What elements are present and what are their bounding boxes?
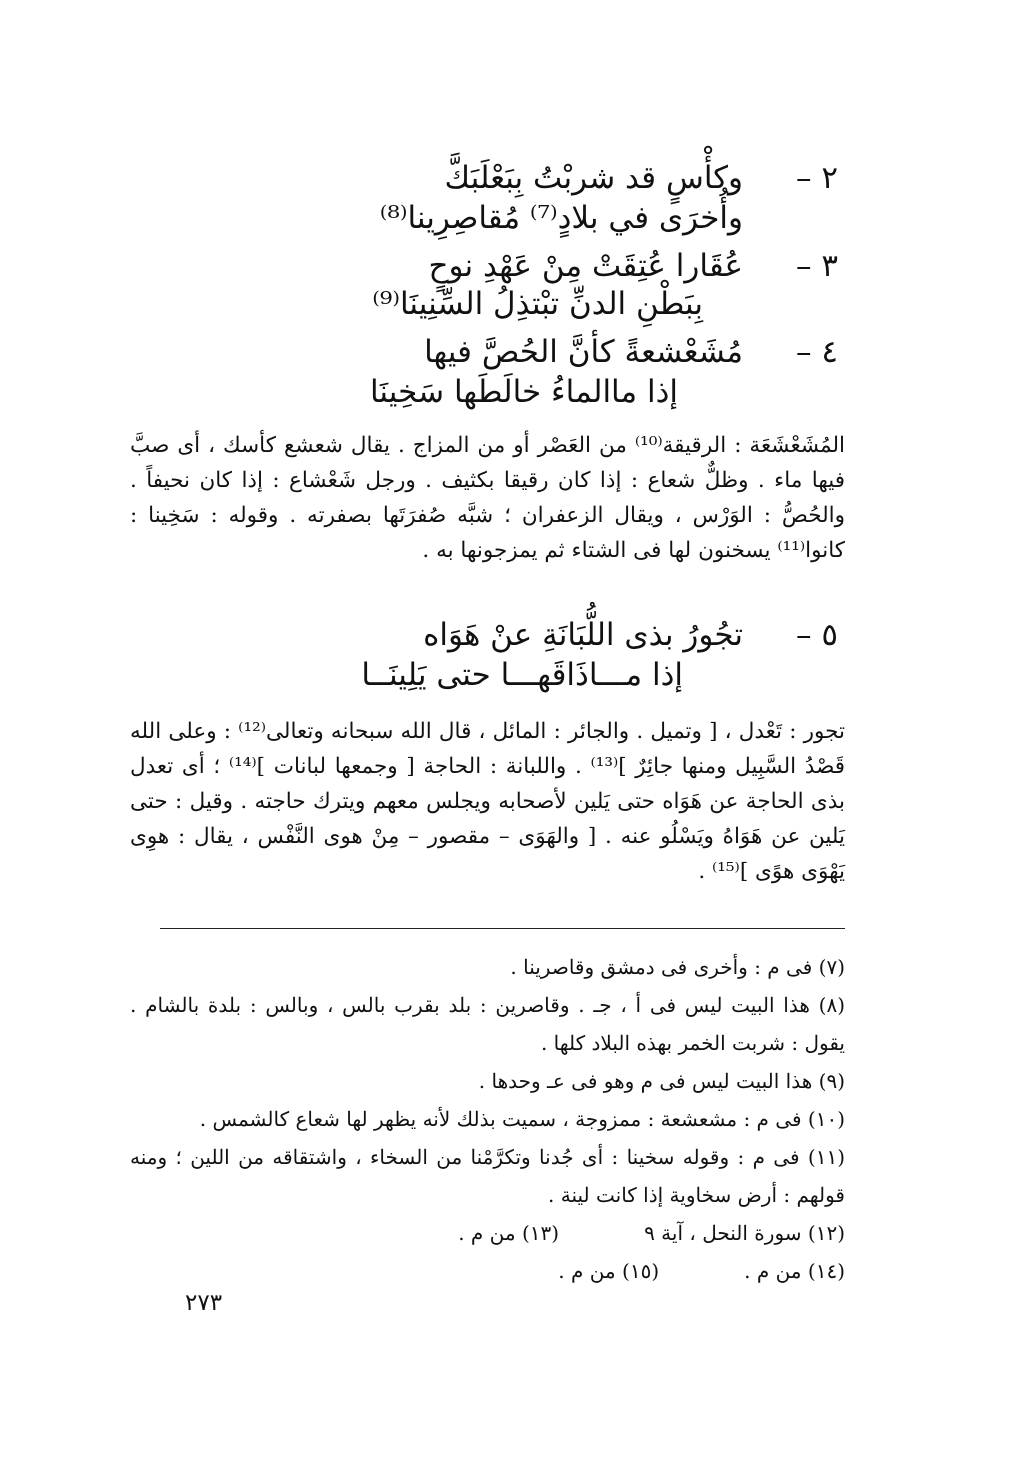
page-number: ٢٧٣: [185, 1290, 223, 1316]
commentary-paragraph-1: المُشَعْشَعَة : الرقيقة⁽¹⁰⁾ من العَصْر أو من المزاج . يقال شعشع كأسك ، أى صبَّ فيها ماء . وظلٌّ شعاع : إذا كان رقيقا بكثيف . ورجل شَعْشاع : إذا كان نحيفاً . والحُصُّ : الوَرْس ، ويقال الزعفران ؛ شبَّه صُفرَتَها بصفرته . وقوله : سَخِينا : كانوا⁽¹¹⁾ يسخنون لها فى الشتاء ثم يمزجونها به .: [130, 433, 845, 563]
footnote-text: من م .: [558, 1259, 616, 1283]
commentary-paragraph-2: تجور : تَعْدل ، [ وتميل . والجائر : المائل ، قال الله سبحانه وتعالى⁽¹²⁾ : وعلى الله قَصْدُ السَّبِيل ومنها جائِرٌ ]⁽¹³⁾ . واللبانة : الحاجة [ وجمعها لبانات ]⁽¹⁴⁾ ؛ أى تعدل بذى الحاجة عن هَوَاه حتى يَلين لأصحابه ويجلس معهم ويترك حاجته . وقيل : حتى يَلين عن هَوَاهُ ويَسْلُو عنه . [ والهَوَى – مقصور – مِنْ هوى النَّفْس ، يقال : هوِى يَهْوَى هوًى ]⁽¹⁵⁾ .: [130, 719, 845, 884]
verse-hemistich-1: عُقَارا عُتِقَتْ مِنْ عَهْدِ نوحٍ: [428, 248, 743, 284]
verse-number: ٣ –: [795, 248, 838, 284]
verse-hemistich-1: وكأْسٍ قد شربْتُ بِبَعْلَبَكَّ: [444, 160, 743, 196]
footnote: [130, 948, 845, 986]
footnote: [130, 1138, 845, 1214]
footnote-number: (١٣): [521, 1221, 560, 1245]
footnote-row: [130, 1252, 845, 1290]
footnote-number: (١٤): [807, 1259, 845, 1283]
verse-hemistich-1: مُشَعْشعةً كأنَّ الحُصَّ فيها: [424, 334, 743, 370]
verse-hemistich-2: وأُخرَى في بلادٍ⁽⁷⁾ مُقاصِرِينا⁽⁸⁾: [379, 200, 743, 236]
verse-number: ٥ –: [795, 617, 838, 653]
footnote-number: (١٢): [807, 1221, 845, 1245]
verse-number: ٤ –: [795, 334, 838, 370]
footnote-text: سورة النحل ، آية ٩: [644, 1221, 802, 1245]
footnote-number: (٩): [818, 1069, 845, 1093]
footnote-text: هذا البيت ليس فى أ ، جـ . وقاصرين : بلد بقرب بالس ، وبالس : بلدة بالشام . يقول : شربت الخمر بهذه البلاد كلها .: [130, 993, 845, 1055]
footnote-number: (١٠): [807, 1107, 845, 1131]
footnote-number: (١١): [807, 1145, 846, 1169]
footnote-text: فى م : وأخرى فى دمشق وقاصرينا .: [510, 955, 813, 979]
footnote-number: (٧): [818, 955, 845, 979]
footnote: [744, 1252, 845, 1290]
footnote-text: هذا البيت ليس فى م وهو فى عـ وحدها .: [478, 1069, 813, 1093]
footnote: [558, 1252, 659, 1290]
footnote: [130, 986, 845, 1062]
footnotes: [130, 948, 845, 1290]
footnote-text: فى م : وقوله سخينا : أى جُدنا وتكرَّمْنا من السخاء ، واشتقاقه من اللين ؛ ومنه قولهم : أرض سخاوية إذا كانت لينة .: [130, 1145, 845, 1207]
footnote: [130, 1100, 845, 1138]
footnote-number: (١٥): [622, 1259, 660, 1283]
footnote-number: (٨): [818, 993, 845, 1017]
footnote: [130, 1062, 845, 1100]
verse-number: ٢ –: [795, 160, 838, 196]
footnote: [458, 1214, 559, 1252]
footnote-text: فى م : مشعشعة : ممزوجة ، سميت بذلك لأنه يظهر لها شعاع كالشمس .: [199, 1107, 802, 1131]
footnote-text: من م .: [458, 1221, 516, 1245]
footnote: [644, 1214, 845, 1252]
footnote-divider: [160, 928, 845, 929]
verse-hemistich-2: إذا مـــاذَاقَهـــا حتى يَلِينَــا: [361, 657, 683, 693]
verse-hemistich-2: بِبَطْنِ الدنِّ تبْتذِلُ السِّنِينَا⁽⁹⁾: [372, 286, 703, 322]
footnote-text: من م .: [744, 1259, 802, 1283]
verse-hemistich-1: تجُورُ بذى اللُّبَانَةِ عنْ هَوَاه: [423, 617, 743, 653]
verse-hemistich-2: إذا ماالماءُ خالَطَها سَخِينَا: [369, 374, 678, 410]
footnote-row: [130, 1214, 845, 1252]
